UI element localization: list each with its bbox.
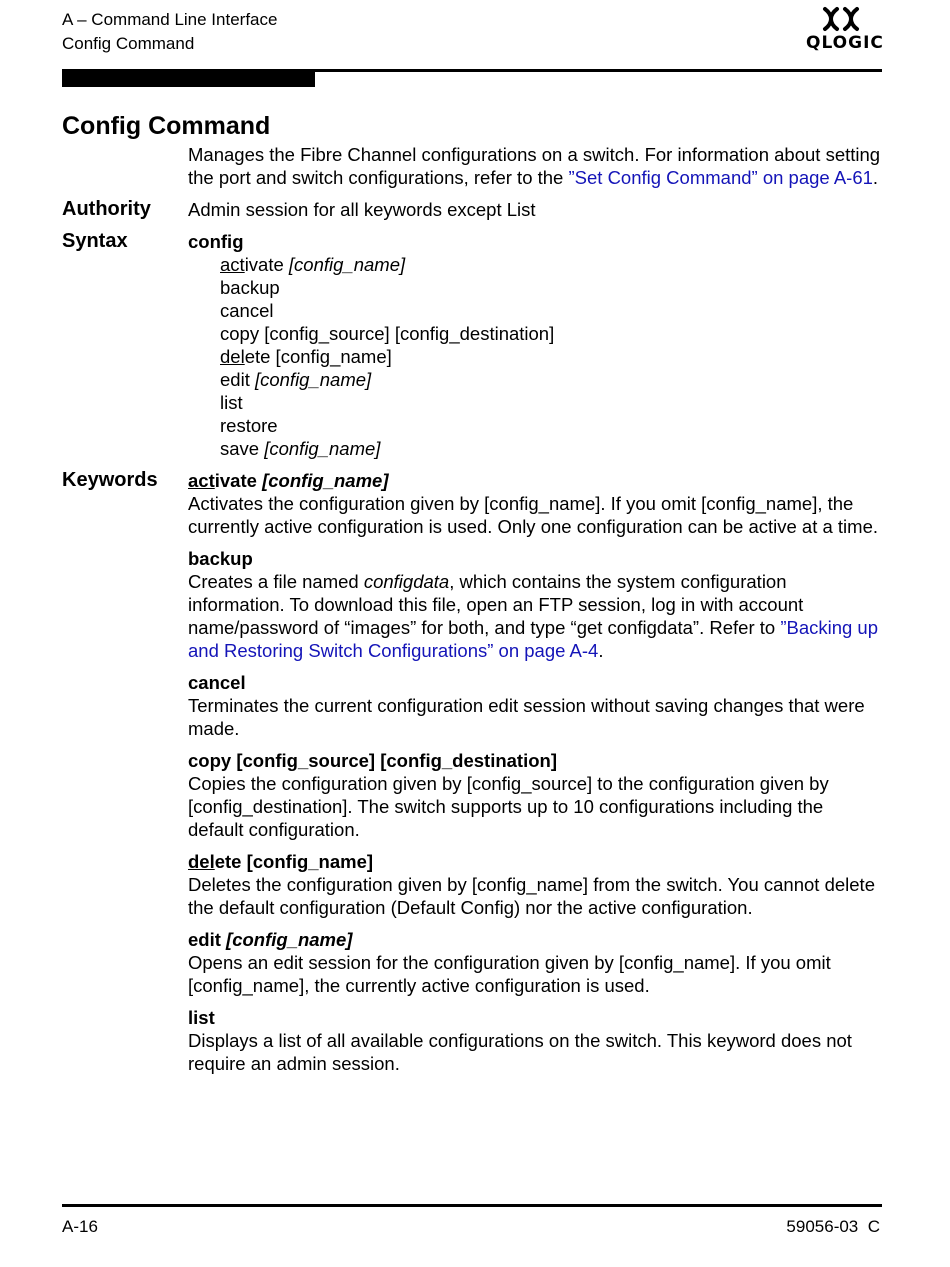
footer-rule: [62, 1204, 882, 1207]
keyword-description: Deletes the configuration given by [config_name] from the switch. You cannot delete the default configuration (Default Config) nor the active configuration.: [188, 874, 875, 918]
intro-row: [62, 143, 882, 189]
syntax-line: activate [config_name]: [220, 254, 406, 275]
keyword-delete: [188, 850, 882, 919]
keyword-heading: backup: [188, 548, 253, 569]
keyword-list: [188, 1006, 882, 1075]
page-number: A-16: [62, 1217, 98, 1236]
set-config-link[interactable]: ”Set Config Command” on page A-61: [568, 167, 873, 188]
keyword-description: Copies the configuration given by [config_source] to the configuration given by [config_destination]. The switch supports up to 10 configurations including the default configuration.: [188, 773, 829, 840]
syntax-row: [62, 230, 882, 460]
qlogic-mark-icon: [821, 6, 861, 32]
syntax-command: config: [188, 231, 244, 252]
keyword-description: Opens an edit session for the configuration given by [config_name]. If you omit [config_name], the currently active configuration is used.: [188, 952, 831, 996]
document-id: 59056-03 C: [786, 1217, 880, 1236]
header-tab-bar: [62, 72, 315, 87]
syntax-body: [188, 230, 882, 460]
keyword-edit: [188, 928, 882, 997]
keyword-heading: activate [config_name]: [188, 470, 389, 491]
intro-label: [62, 143, 188, 189]
keywords-label: Keywords: [62, 469, 158, 491]
keywords-body: [188, 469, 882, 1084]
syntax-list: [220, 253, 882, 460]
logo-wordmark: QLOGIC: [806, 33, 884, 53]
main-content: [62, 143, 882, 1093]
keyword-cancel: [188, 671, 882, 740]
authority-row: [62, 198, 882, 221]
keyword-description: Creates a file named configdata, which contains the system configuration information. To download this file, open an FTP session, log in with account name/password of “images” for both, and type “get configdata”. Refer to ”Backing up and Restoring Switch Configurations” on page A-4.: [188, 571, 879, 661]
company-logo: [806, 6, 884, 53]
intro-text-before: Manages the Fibre Channel configurations on a switch. For information about setting the port and switch configurations, refer to the: [188, 144, 881, 188]
keyword-heading: copy [config_source] [config_destination]: [188, 750, 557, 771]
syntax-line: cancel: [220, 300, 274, 321]
keyword-heading: list: [188, 1007, 215, 1028]
keyword-description: Displays a list of all available configurations on the switch. This keyword does not require an admin session.: [188, 1030, 852, 1074]
syntax-line: save [config_name]: [220, 438, 381, 459]
page-title: Config Command: [62, 112, 271, 140]
syntax-line: edit [config_name]: [220, 369, 372, 390]
keyword-description: Terminates the current configuration edit session without saving changes that were made.: [188, 695, 865, 739]
keyword-backup: [188, 547, 882, 662]
syntax-line: list: [220, 392, 243, 413]
syntax-line: backup: [220, 277, 280, 298]
syntax-line: delete [config_name]: [220, 346, 392, 367]
keyword-description: Activates the configuration given by [config_name]. If you omit [config_name], the currently active configuration is used. Only one configuration can be active at a time.: [188, 493, 879, 537]
syntax-label: Syntax: [62, 230, 128, 252]
intro-text: [188, 143, 882, 189]
keyword-activate: [188, 469, 882, 538]
keyword-heading: delete [config_name]: [188, 851, 374, 872]
syntax-line: restore: [220, 415, 278, 436]
intro-text-after: .: [872, 167, 879, 188]
running-header-section: Config Command: [62, 34, 195, 53]
backing-up-link[interactable]: ”Backing up and Restoring Switch Configurations” on page A-4: [188, 617, 879, 661]
keywords-row: [62, 469, 882, 1084]
keyword-heading: edit [config_name]: [188, 929, 353, 950]
keyword-copy: [188, 749, 882, 841]
authority-label: Authority: [62, 198, 151, 220]
keyword-heading: cancel: [188, 672, 246, 693]
running-header-chapter: A – Command Line Interface: [62, 10, 278, 29]
syntax-line: copy [config_source] [config_destination]: [220, 323, 555, 344]
authority-text: Admin session for all keywords except List: [188, 199, 536, 220]
